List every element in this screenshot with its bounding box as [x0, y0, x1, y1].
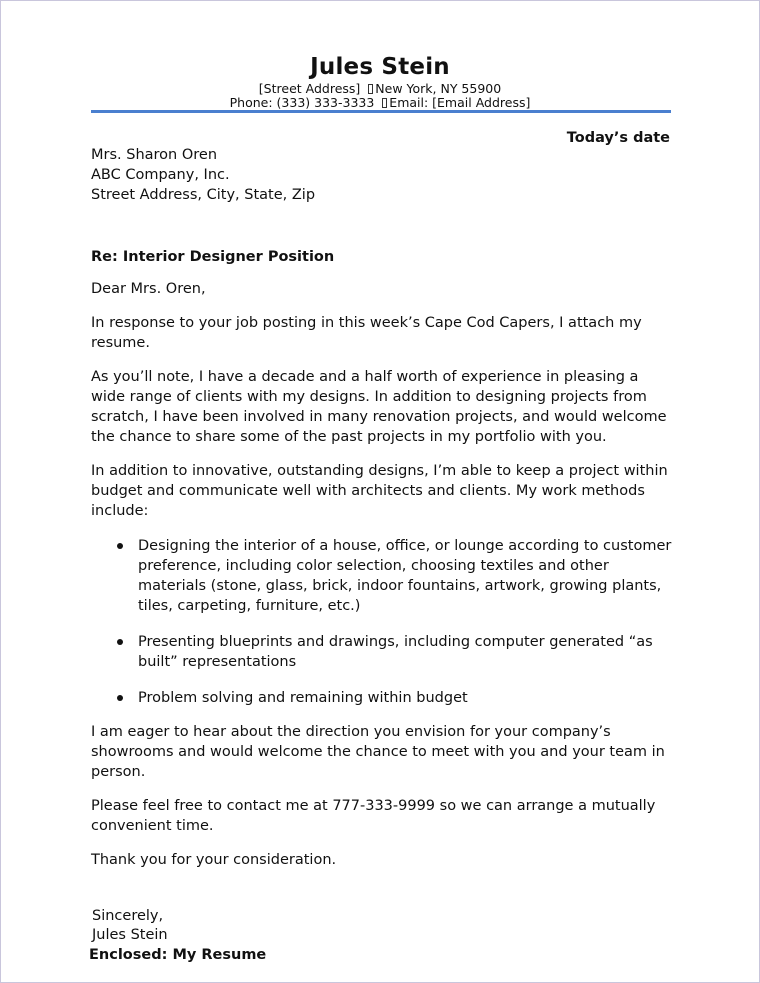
- subject-line: Re: Interior Designer Position: [91, 249, 335, 265]
- paragraph-experience: As you’ll note, I have a decade and a half worth of experience in pleasing a wide range of clients with my designs. In addition to designing projects from scratch, I have been involved in many renovation projects, and would welcome the chance to share some of the past projects in my portfolio with you.: [91, 369, 667, 445]
- sender-city: New York, NY 55900: [375, 81, 502, 96]
- recipient-name: Mrs. Sharon Oren: [91, 147, 218, 163]
- paragraph-thanks: Thank you for your consideration.: [91, 852, 337, 868]
- recipient-address: Street Address, City, State, Zip: [91, 187, 316, 203]
- header-divider: [91, 110, 671, 113]
- paragraph-methods: In addition to innovative, outstanding designs, I’m able to keep a project within budget and communicate well with architects and clients. My work methods include:: [91, 463, 668, 519]
- paragraph-intro: In response to your job posting in this week’s Cape Cod Capers, I attach my resume.: [91, 315, 642, 351]
- letter-body: [91, 145, 673, 870]
- sender-email: Email: [Email Address]: [389, 95, 531, 110]
- sender-name: Jules Stein: [310, 54, 450, 80]
- closing-phrase: Sincerely,: [92, 908, 164, 924]
- paragraph-contact: Please feel free to contact me at 777-333-9999 so we can arrange a mutually convenient time.: [91, 798, 656, 834]
- signature-name: Jules Stein: [92, 927, 168, 943]
- sender-phone: Phone: (333) 333-3333: [229, 95, 375, 110]
- salutation: Dear Mrs. Oren,: [91, 281, 206, 297]
- signature-block: [92, 907, 168, 945]
- sender-street: [Street Address]: [258, 81, 361, 96]
- paragraph-eager: I am eager to hear about the direction you envision for your company’s showrooms and would welcome the chance to meet with you and your team in person.: [91, 724, 665, 780]
- enclosure-note: Enclosed: My Resume: [89, 947, 267, 963]
- letter-date: Today’s date: [566, 130, 670, 146]
- recipient-company: ABC Company, Inc.: [91, 167, 230, 183]
- separator-icon: [382, 98, 387, 108]
- list-item: Problem solving and remaining within budget: [138, 688, 673, 708]
- methods-list: [91, 536, 673, 708]
- recipient-block: [91, 145, 673, 205]
- sender-contact-line: [1, 95, 759, 110]
- list-item: Designing the interior of a house, office, or lounge according to customer preference, including color selection, choosing textiles and other materials (stone, glass, brick, indoor fountains, artwork, growing plants, tiles, carpeting, furniture, etc.): [138, 538, 672, 614]
- sender-address-line: [1, 81, 759, 96]
- list-item: Presenting blueprints and drawings, including computer generated “as built” representations: [138, 632, 673, 672]
- separator-icon: [368, 84, 373, 94]
